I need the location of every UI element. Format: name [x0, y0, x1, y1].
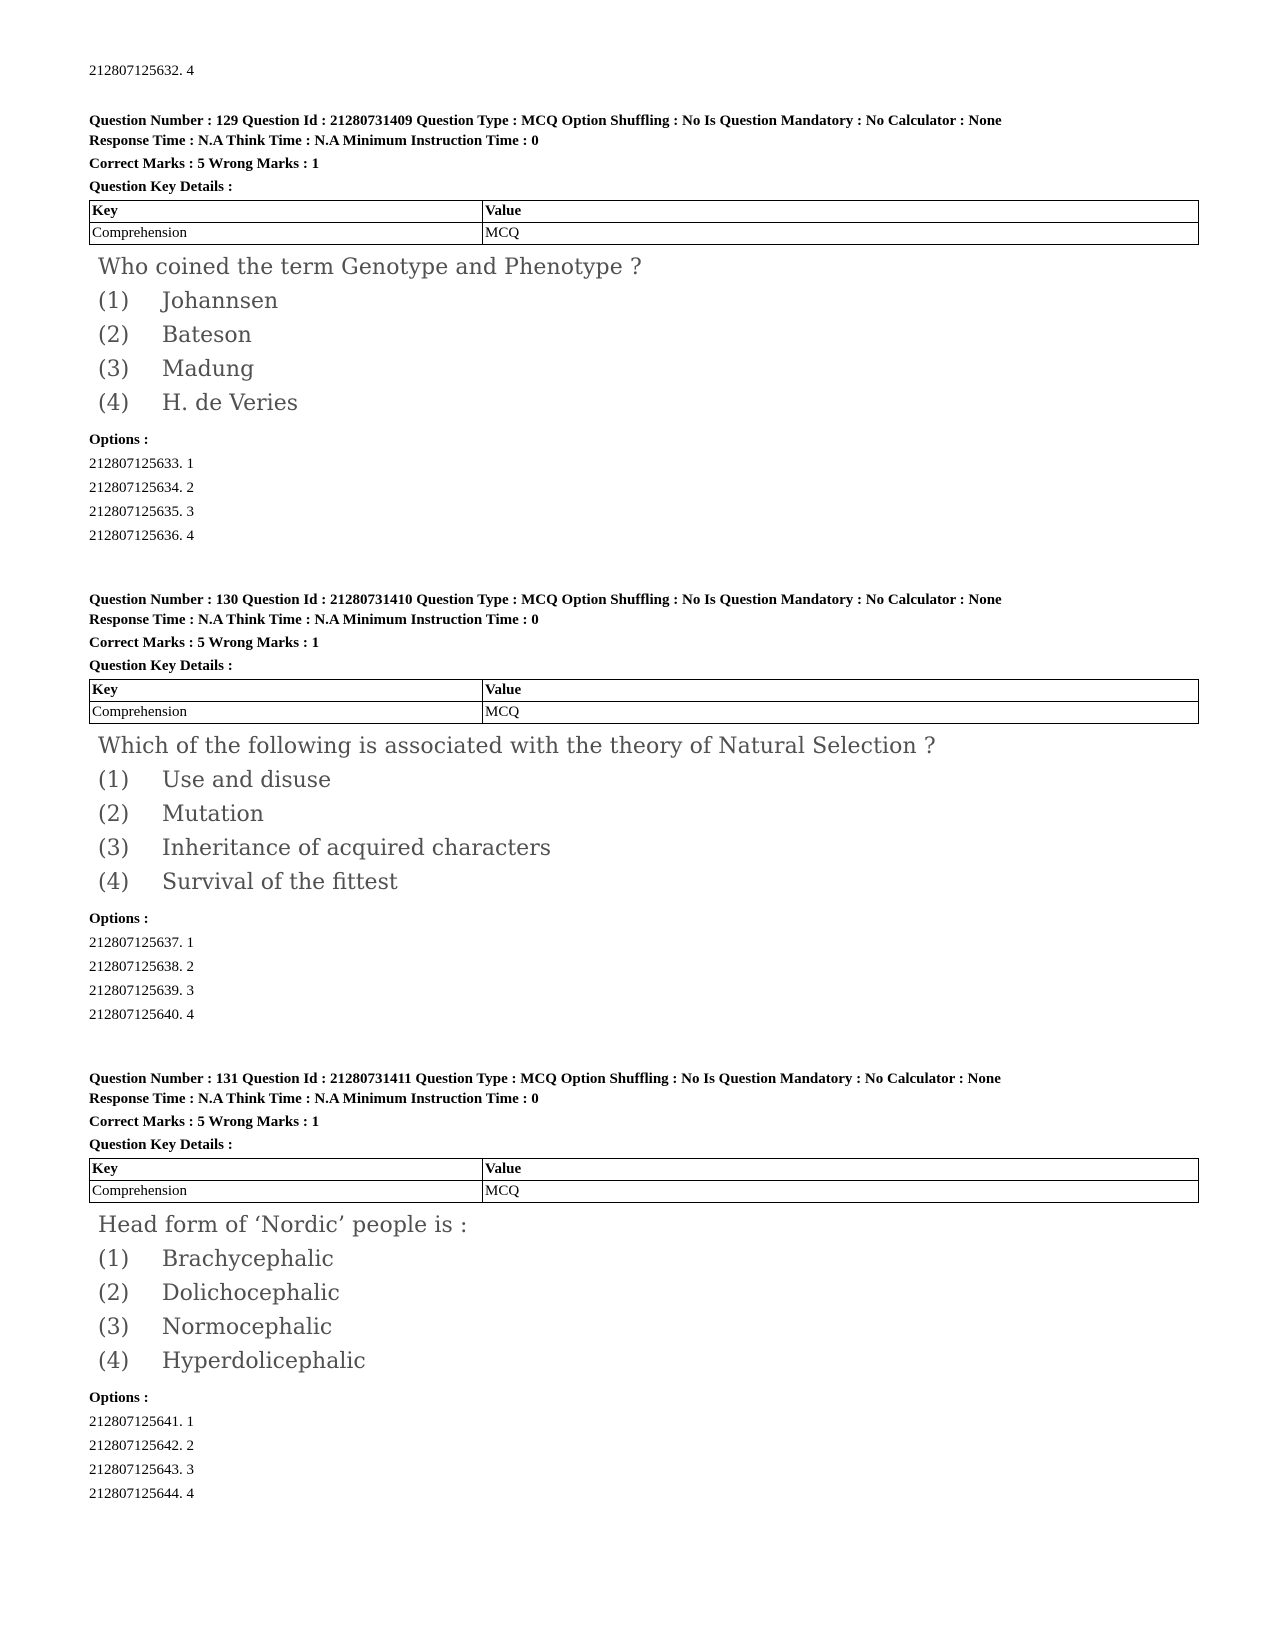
value-cell: MCQ — [483, 1181, 1199, 1203]
choice-item — [98, 285, 1199, 319]
choice-item — [98, 1345, 1199, 1379]
table-header-row — [90, 680, 1199, 702]
choice-text: Brachycephalic — [162, 1247, 334, 1272]
question-meta-line1: Question Number : 130 Question Id : 21280731410 Question Type : MCQ Option Shuffling : No Is Question Mandatory : No Calculator : None — [89, 592, 1002, 608]
option-id: 212807125635. 3 — [89, 504, 194, 520]
choice-text: Normocephalic — [162, 1315, 333, 1340]
question-marks: Correct Marks : 5 Wrong Marks : 1 — [89, 635, 320, 651]
choice-number: (4) — [98, 391, 130, 416]
choice-text: Dolichocephalic — [162, 1281, 340, 1306]
choice-text: H. de Veries — [162, 391, 299, 416]
question-content — [98, 251, 1199, 421]
choice-item — [98, 387, 1199, 421]
choice-item — [98, 1311, 1199, 1345]
choice-number: (2) — [98, 802, 130, 827]
choice-text: Survival of the fittest — [162, 870, 398, 895]
option-id: 212807125641. 1 — [89, 1414, 194, 1430]
value-header: Value — [483, 680, 1199, 702]
choice-text: Use and disuse — [162, 768, 332, 793]
choice-item — [98, 764, 1199, 798]
value-header: Value — [483, 1159, 1199, 1181]
choice-number: (2) — [98, 1281, 130, 1306]
choice-text: Bateson — [162, 323, 252, 348]
key-details-table — [89, 1158, 1199, 1203]
question-content — [98, 1209, 1199, 1379]
question-text: Which of the following is associated with the theory of Natural Selection ? — [98, 734, 936, 759]
key-details-label: Question Key Details : — [89, 658, 233, 674]
key-details-label: Question Key Details : — [89, 1137, 233, 1153]
option-id: 212807125643. 3 — [89, 1462, 194, 1478]
choice-number: (2) — [98, 323, 130, 348]
option-id: 212807125633. 1 — [89, 456, 194, 472]
choice-item — [98, 353, 1199, 387]
option-id: 212807125634. 2 — [89, 480, 194, 496]
choice-item — [98, 319, 1199, 353]
question-content — [98, 730, 1199, 900]
choice-text: Hyperdolicephalic — [162, 1349, 366, 1374]
question-meta-line1: Question Number : 129 Question Id : 21280731409 Question Type : MCQ Option Shuffling : No Is Question Mandatory : No Calculator : None — [89, 113, 1002, 129]
option-id: 212807125644. 4 — [89, 1486, 194, 1502]
choice-text: Inheritance of acquired characters — [162, 836, 552, 861]
question-text: Who coined the term Genotype and Phenotype ? — [98, 255, 642, 280]
choice-number: (4) — [98, 870, 130, 895]
table-header-row — [90, 1159, 1199, 1181]
option-id: 212807125640. 4 — [89, 1007, 194, 1023]
choice-item — [98, 1277, 1199, 1311]
option-id: 212807125636. 4 — [89, 528, 194, 544]
choice-number: (3) — [98, 1315, 130, 1340]
table-header-row — [90, 201, 1199, 223]
choice-item — [98, 832, 1199, 866]
question-text: Head form of ‘Nordic’ people is : — [98, 1213, 468, 1238]
key-header: Key — [90, 680, 483, 702]
choice-number: (1) — [98, 289, 130, 314]
question-meta — [89, 111, 1199, 197]
choice-item — [98, 798, 1199, 832]
option-id: 212807125642. 2 — [89, 1438, 194, 1454]
question-meta — [89, 590, 1199, 676]
key-header: Key — [90, 201, 483, 223]
choice-number: (3) — [98, 357, 130, 382]
table-row — [90, 223, 1199, 245]
value-header: Value — [483, 201, 1199, 223]
question-meta-line2: Response Time : N.A Think Time : N.A Minimum Instruction Time : 0 — [89, 612, 539, 628]
choice-text: Madung — [162, 357, 255, 382]
choice-number: (1) — [98, 1247, 130, 1272]
choice-item — [98, 1243, 1199, 1277]
question-meta-line2: Response Time : N.A Think Time : N.A Minimum Instruction Time : 0 — [89, 133, 539, 149]
key-cell: Comprehension — [90, 1181, 483, 1203]
options-label: Options : — [89, 1390, 149, 1406]
choice-text: Mutation — [162, 802, 264, 827]
table-row — [90, 702, 1199, 724]
option-id: 212807125639. 3 — [89, 983, 194, 999]
options-label: Options : — [89, 911, 149, 927]
choice-text: Johannsen — [162, 289, 279, 314]
question-block-130 — [89, 590, 1199, 1027]
key-details-label: Question Key Details : — [89, 179, 233, 195]
question-block-129 — [89, 111, 1199, 548]
option-id: 212807125638. 2 — [89, 959, 194, 975]
choice-number: (4) — [98, 1349, 130, 1374]
question-block-131 — [89, 1069, 1199, 1506]
question-meta — [89, 1069, 1199, 1155]
choice-item — [98, 866, 1199, 900]
previous-question-last-option: 212807125632. 4 — [89, 63, 194, 79]
value-cell: MCQ — [483, 702, 1199, 724]
option-id: 212807125637. 1 — [89, 935, 194, 951]
question-meta-line2: Response Time : N.A Think Time : N.A Minimum Instruction Time : 0 — [89, 1091, 539, 1107]
key-header: Key — [90, 1159, 483, 1181]
choice-number: (3) — [98, 836, 130, 861]
key-details-table — [89, 200, 1199, 245]
key-cell: Comprehension — [90, 223, 483, 245]
key-details-table — [89, 679, 1199, 724]
question-marks: Correct Marks : 5 Wrong Marks : 1 — [89, 1114, 320, 1130]
key-cell: Comprehension — [90, 702, 483, 724]
question-marks: Correct Marks : 5 Wrong Marks : 1 — [89, 156, 320, 172]
choice-number: (1) — [98, 768, 130, 793]
options-label: Options : — [89, 432, 149, 448]
value-cell: MCQ — [483, 223, 1199, 245]
question-meta-line1: Question Number : 131 Question Id : 21280731411 Question Type : MCQ Option Shuffling : No Is Question Mandatory : No Calculator : None — [89, 1071, 1001, 1087]
table-row — [90, 1181, 1199, 1203]
